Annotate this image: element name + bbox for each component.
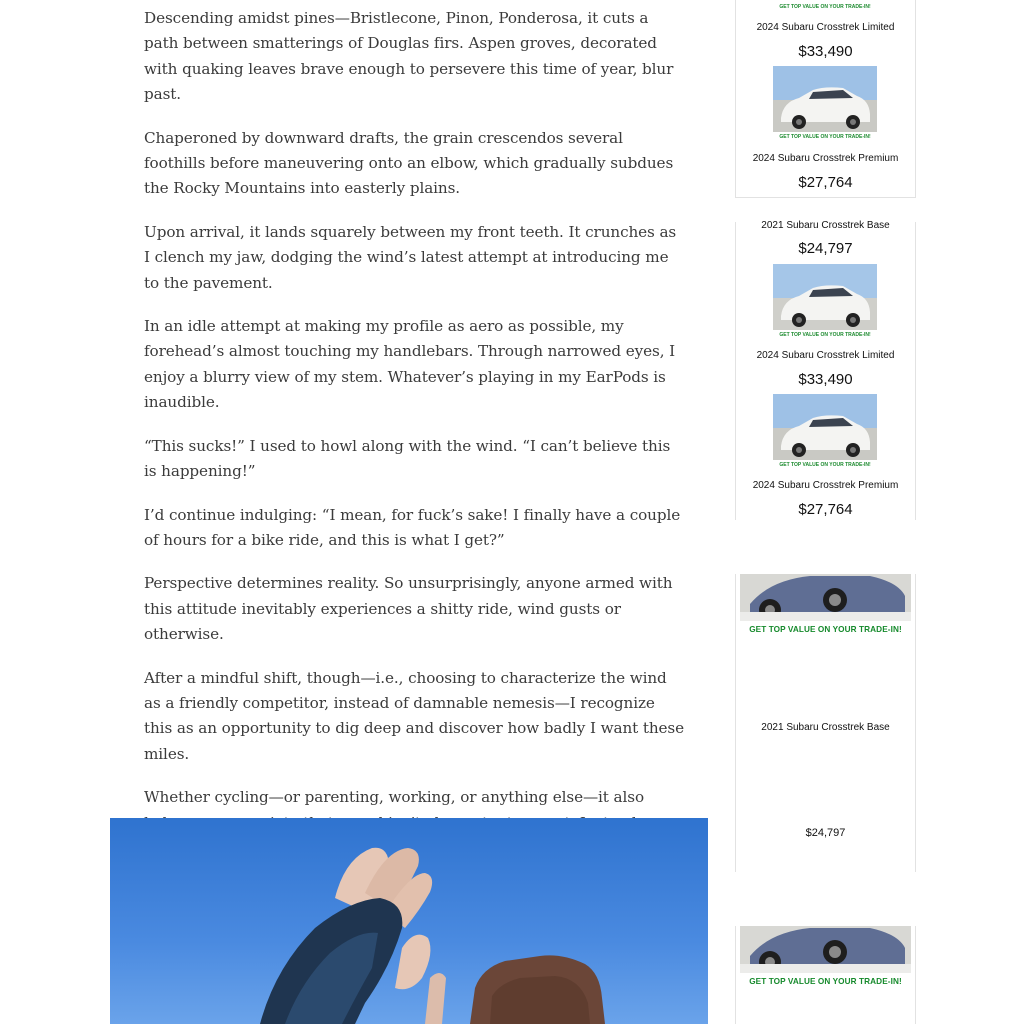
car-price: $33,490 [798, 43, 853, 60]
car-title[interactable]: 2021 Subaru Crosstrek Base [761, 220, 890, 231]
tradein-banner: GET TOP VALUE ON YOUR TRADE-IN! [779, 134, 871, 140]
car-ad-1[interactable] [735, 0, 916, 198]
car-title[interactable]: 2024 Subaru Crosstrek Premium [752, 153, 899, 164]
article-paragraph: In an idle attempt at making my profile as aero as possible, my forehead’s almost touching my handlebars. Through narrowed eyes, I enjoy a blurry view of my stem. Whatever’s playing in my EarPods is inaudible. [144, 317, 676, 412]
tradein-banner: GET TOP VALUE ON YOUR TRADE-IN! [779, 462, 871, 468]
car-price: $24,797 [805, 827, 846, 839]
car-photo[interactable] [740, 574, 911, 621]
article-paragraph: I’d continue indulging: “I mean, for fuck’s sake! I finally have a couple of hours for a bike ride, and this is what I get?” [144, 505, 681, 549]
article-paragraph: Perspective determines reality. So unsurprisingly, anyone armed with this attitude inevitably experiences a shitty ride, wind gusts or otherwise. [144, 574, 673, 644]
tradein-banner: GET TOP VALUE ON YOUR TRADE-IN! [779, 332, 871, 338]
article-paragraph: Descending amidst pines—Bristlecone, Pinon, Ponderosa, it cuts a path between smatterings of Douglas firs. Aspen groves, decorated with quaking leaves brave enough to persevere this time of year, blur past. [144, 9, 674, 104]
article-paragraph: Upon arrival, it lands squarely between my front teeth. It crunches as I clench my jaw, dodging the wind’s latest attempt at introducing me to the pavement. [144, 222, 677, 292]
suv-image [740, 926, 911, 973]
car-price: $24,797 [798, 240, 853, 257]
car-title[interactable]: 2024 Subaru Crosstrek Limited [756, 22, 895, 33]
car-ad-4[interactable] [735, 926, 916, 1024]
tradein-banner: GET TOP VALUE ON YOUR TRADE-IN! [749, 977, 902, 986]
hands-photo-illustration [110, 818, 708, 1024]
article-photo [110, 818, 708, 1024]
car-photo[interactable] [773, 264, 877, 330]
car-price: $33,490 [798, 371, 853, 388]
article-paragraph: “This sucks!” I used to howl along with the wind. “I can’t believe this is happening!” [144, 436, 671, 481]
car-photo[interactable] [773, 66, 877, 132]
suv-image [740, 574, 911, 621]
car-photo[interactable] [773, 394, 877, 460]
car-price: $27,764 [798, 501, 853, 518]
car-ad-2[interactable] [735, 222, 916, 520]
tradein-banner: GET TOP VALUE ON YOUR TRADE-IN! [779, 4, 871, 10]
article-body [144, 6, 684, 905]
tradein-banner: GET TOP VALUE ON YOUR TRADE-IN! [749, 625, 902, 634]
suv-image [773, 394, 877, 460]
car-price: $27,764 [798, 174, 853, 191]
article-paragraph: Whether cycling—or parenting, working, or anything else—it also [144, 788, 644, 807]
article-paragraph: After a mindful shift, though—i.e., choosing to characterize the wind as a friendly competitor, instead of damnable nemesis—I recognize this as an opportunity to dig deep and discover how badly I want these miles. [144, 668, 685, 763]
car-ad-3[interactable] [735, 574, 916, 872]
suv-image [773, 66, 877, 132]
car-title[interactable]: 2024 Subaru Crosstrek Limited [756, 350, 895, 361]
article-paragraph: Chaperoned by downward drafts, the grain crescendos several foothills before maneuvering onto an elbow, which gradually subdues the Rocky Mountains into easterly plains. [144, 128, 674, 198]
car-title[interactable]: 2024 Subaru Crosstrek Premium [752, 480, 899, 491]
suv-image [773, 264, 877, 330]
car-photo[interactable] [740, 926, 911, 973]
car-title[interactable]: 2021 Subaru Crosstrek Base [761, 722, 890, 733]
